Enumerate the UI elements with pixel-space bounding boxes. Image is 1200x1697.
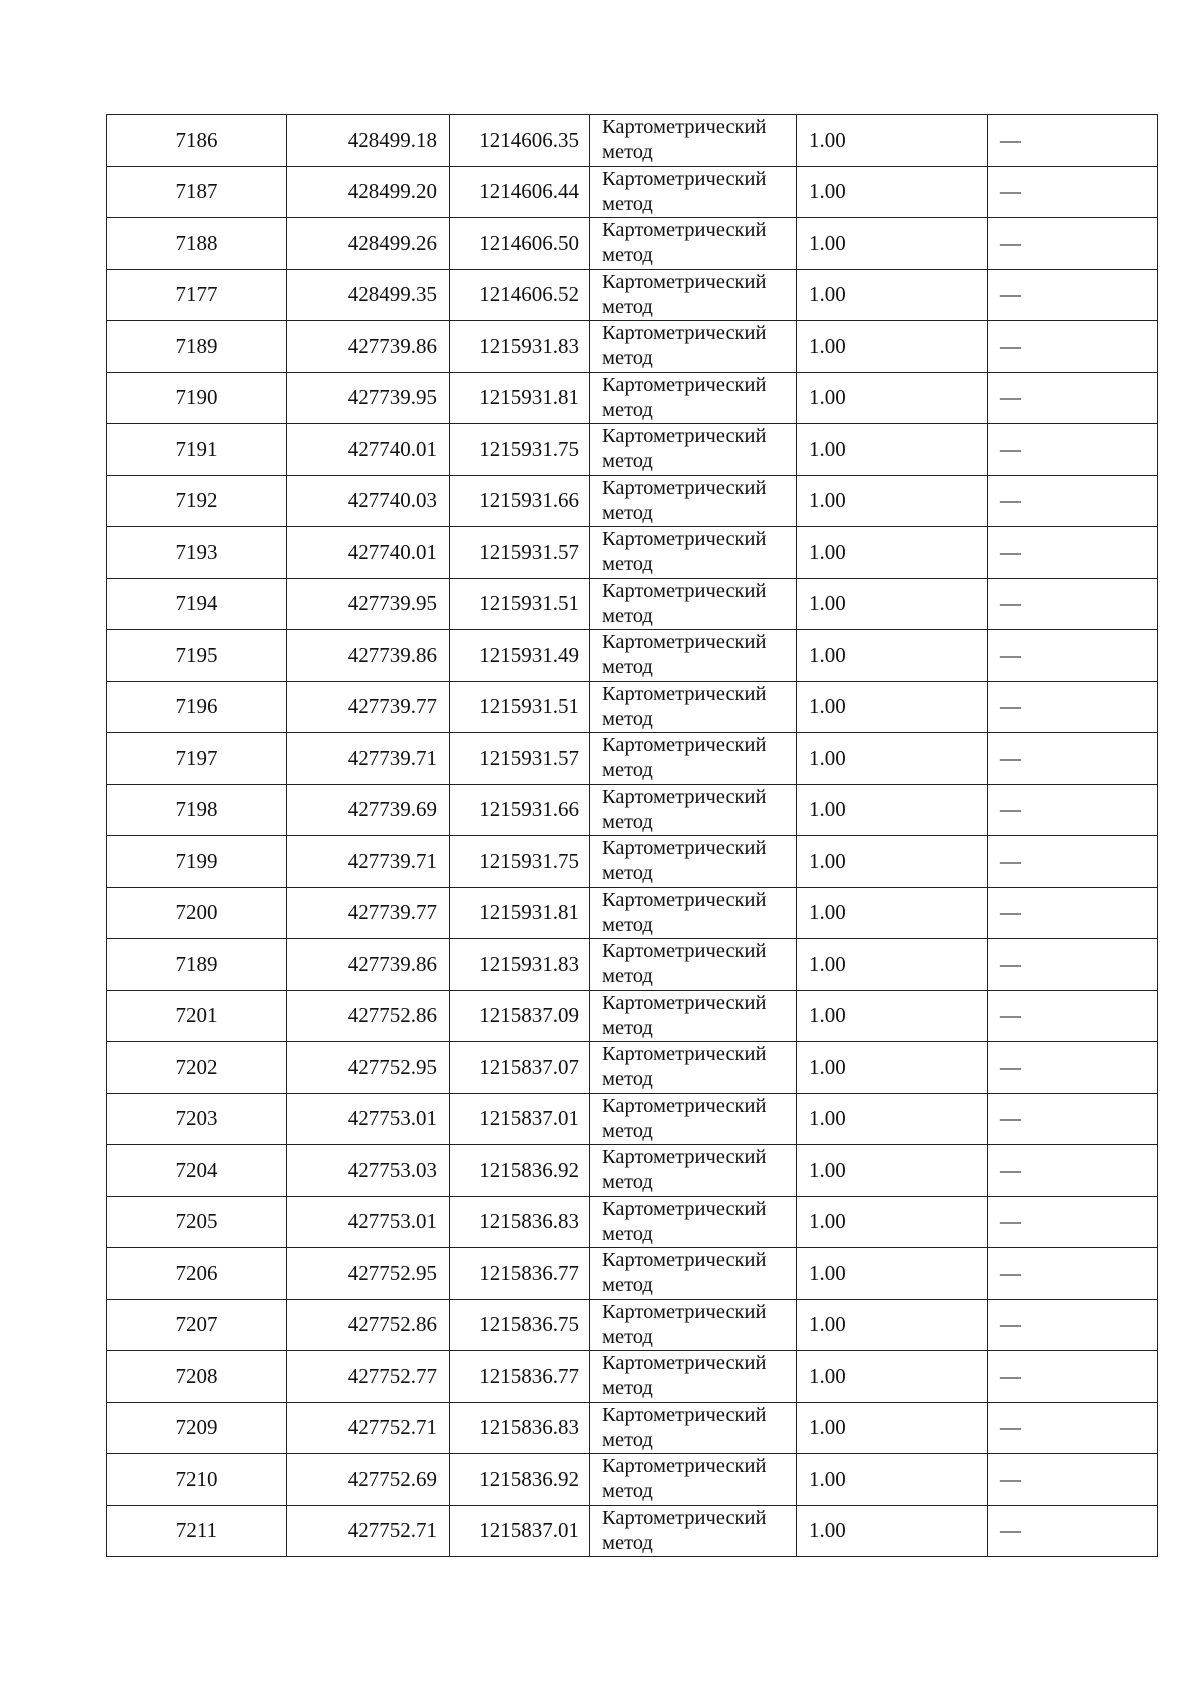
y-coordinate-cell: 1215837.01 (450, 1093, 590, 1145)
description-cell: — (988, 1248, 1158, 1300)
method-cell (590, 1351, 797, 1403)
method-cell (590, 681, 797, 733)
x-coordinate-cell: 428499.20 (287, 166, 450, 218)
point-number-cell: 7200 (107, 887, 287, 939)
coordinates-table-body (107, 115, 1158, 1557)
table-row (107, 681, 1158, 733)
method-line-1: Картометрический (602, 888, 767, 911)
accuracy-cell: 1.00 (797, 1042, 988, 1094)
x-coordinate-cell: 427739.95 (287, 578, 450, 630)
method-line-1: Картометрический (602, 1352, 767, 1375)
method-line-1: Картометрический (602, 270, 767, 293)
accuracy-cell: 1.00 (797, 836, 988, 888)
description-cell: — (988, 1196, 1158, 1248)
method-line-1: Картометрический (602, 116, 767, 139)
method-line-1: Картометрический (602, 785, 767, 808)
method-line-1: Картометрический (602, 1300, 767, 1323)
method-line-1: Картометрический (602, 528, 767, 551)
y-coordinate-cell: 1215837.07 (450, 1042, 590, 1094)
table-row (107, 321, 1158, 373)
method-line-2: метод (602, 398, 653, 421)
table-row (107, 372, 1158, 424)
point-number-cell: 7210 (107, 1454, 287, 1506)
method-line-2: метод (602, 1222, 653, 1245)
method-cell (590, 1093, 797, 1145)
x-coordinate-cell: 427752.95 (287, 1248, 450, 1300)
description-cell: — (988, 1093, 1158, 1145)
method-cell (590, 578, 797, 630)
y-coordinate-cell: 1214606.44 (450, 166, 590, 218)
table-row (107, 166, 1158, 218)
accuracy-cell: 1.00 (797, 115, 988, 167)
method-line-1: Картометрический (602, 991, 767, 1014)
method-line-1: Картометрический (602, 682, 767, 705)
point-number-cell: 7204 (107, 1145, 287, 1197)
table-row (107, 1299, 1158, 1351)
description-cell: — (988, 372, 1158, 424)
accuracy-cell: 1.00 (797, 1505, 988, 1557)
description-cell: — (988, 733, 1158, 785)
method-line-1: Картометрический (602, 837, 767, 860)
y-coordinate-cell: 1215931.51 (450, 681, 590, 733)
point-number-cell: 7197 (107, 733, 287, 785)
table-row (107, 887, 1158, 939)
y-coordinate-cell: 1215931.83 (450, 939, 590, 991)
y-coordinate-cell: 1214606.35 (450, 115, 590, 167)
method-cell (590, 630, 797, 682)
description-cell: — (988, 218, 1158, 270)
y-coordinate-cell: 1215931.66 (450, 784, 590, 836)
method-cell (590, 115, 797, 167)
point-number-cell: 7211 (107, 1505, 287, 1557)
point-number-cell: 7189 (107, 939, 287, 991)
point-number-cell: 7177 (107, 269, 287, 321)
table-row (107, 836, 1158, 888)
method-line-2: метод (602, 1325, 653, 1348)
x-coordinate-cell: 427739.86 (287, 939, 450, 991)
x-coordinate-cell: 427753.01 (287, 1093, 450, 1145)
method-cell (590, 990, 797, 1042)
table-row (107, 1505, 1158, 1557)
method-cell (590, 939, 797, 991)
method-line-1: Картометрический (602, 631, 767, 654)
method-line-2: метод (602, 604, 653, 627)
point-number-cell: 7201 (107, 990, 287, 1042)
x-coordinate-cell: 427752.69 (287, 1454, 450, 1506)
y-coordinate-cell: 1214606.50 (450, 218, 590, 270)
point-number-cell: 7207 (107, 1299, 287, 1351)
method-line-2: метод (602, 1119, 653, 1142)
point-number-cell: 7195 (107, 630, 287, 682)
method-line-2: метод (602, 862, 653, 885)
accuracy-cell: 1.00 (797, 1402, 988, 1454)
table-row (107, 1093, 1158, 1145)
table-row (107, 218, 1158, 270)
x-coordinate-cell: 427739.86 (287, 321, 450, 373)
y-coordinate-cell: 1215836.75 (450, 1299, 590, 1351)
description-cell: — (988, 1454, 1158, 1506)
accuracy-cell: 1.00 (797, 887, 988, 939)
x-coordinate-cell: 427740.01 (287, 527, 450, 579)
description-cell: — (988, 166, 1158, 218)
description-cell: — (988, 887, 1158, 939)
method-line-2: метод (602, 192, 653, 215)
method-line-1: Картометрический (602, 322, 767, 345)
table-row (107, 1248, 1158, 1300)
y-coordinate-cell: 1215931.57 (450, 527, 590, 579)
method-line-2: метод (602, 1068, 653, 1091)
table-row (107, 115, 1158, 167)
x-coordinate-cell: 427752.95 (287, 1042, 450, 1094)
description-cell: — (988, 1145, 1158, 1197)
point-number-cell: 7188 (107, 218, 287, 270)
description-cell: — (988, 475, 1158, 527)
point-number-cell: 7209 (107, 1402, 287, 1454)
point-number-cell: 7192 (107, 475, 287, 527)
method-line-2: метод (602, 759, 653, 782)
point-number-cell: 7199 (107, 836, 287, 888)
method-cell (590, 372, 797, 424)
method-line-1: Картометрический (602, 940, 767, 963)
table-row (107, 784, 1158, 836)
method-line-2: метод (602, 1428, 653, 1451)
method-cell (590, 321, 797, 373)
table-row (107, 630, 1158, 682)
coordinates-table (106, 114, 1158, 1557)
x-coordinate-cell: 428499.35 (287, 269, 450, 321)
y-coordinate-cell: 1215931.51 (450, 578, 590, 630)
method-line-2: метод (602, 707, 653, 730)
table-row (107, 578, 1158, 630)
y-coordinate-cell: 1215931.66 (450, 475, 590, 527)
accuracy-cell: 1.00 (797, 1351, 988, 1403)
description-cell: — (988, 321, 1158, 373)
accuracy-cell: 1.00 (797, 424, 988, 476)
y-coordinate-cell: 1215836.83 (450, 1196, 590, 1248)
method-line-2: метод (602, 1274, 653, 1297)
table-row (107, 269, 1158, 321)
method-line-2: метод (602, 501, 653, 524)
y-coordinate-cell: 1214606.52 (450, 269, 590, 321)
x-coordinate-cell: 428499.18 (287, 115, 450, 167)
accuracy-cell: 1.00 (797, 630, 988, 682)
method-cell (590, 269, 797, 321)
x-coordinate-cell: 428499.26 (287, 218, 450, 270)
point-number-cell: 7186 (107, 115, 287, 167)
method-line-1: Картометрический (602, 1249, 767, 1272)
method-cell (590, 1505, 797, 1557)
x-coordinate-cell: 427739.95 (287, 372, 450, 424)
point-number-cell: 7198 (107, 784, 287, 836)
method-line-2: метод (602, 1480, 653, 1503)
accuracy-cell: 1.00 (797, 218, 988, 270)
table-row (107, 939, 1158, 991)
x-coordinate-cell: 427740.03 (287, 475, 450, 527)
table-row (107, 1145, 1158, 1197)
point-number-cell: 7203 (107, 1093, 287, 1145)
x-coordinate-cell: 427753.01 (287, 1196, 450, 1248)
y-coordinate-cell: 1215931.83 (450, 321, 590, 373)
table-row (107, 1042, 1158, 1094)
table-row (107, 1196, 1158, 1248)
x-coordinate-cell: 427752.86 (287, 1299, 450, 1351)
y-coordinate-cell: 1215836.92 (450, 1454, 590, 1506)
x-coordinate-cell: 427739.71 (287, 733, 450, 785)
description-cell: — (988, 990, 1158, 1042)
method-line-2: метод (602, 295, 653, 318)
y-coordinate-cell: 1215836.83 (450, 1402, 590, 1454)
description-cell: — (988, 578, 1158, 630)
y-coordinate-cell: 1215836.77 (450, 1351, 590, 1403)
point-number-cell: 7190 (107, 372, 287, 424)
description-cell: — (988, 630, 1158, 682)
x-coordinate-cell: 427752.71 (287, 1402, 450, 1454)
method-line-1: Картометрический (602, 579, 767, 602)
description-cell: — (988, 424, 1158, 476)
accuracy-cell: 1.00 (797, 733, 988, 785)
method-cell (590, 527, 797, 579)
accuracy-cell: 1.00 (797, 269, 988, 321)
accuracy-cell: 1.00 (797, 527, 988, 579)
description-cell: — (988, 1402, 1158, 1454)
description-cell: — (988, 527, 1158, 579)
x-coordinate-cell: 427752.86 (287, 990, 450, 1042)
description-cell: — (988, 1299, 1158, 1351)
x-coordinate-cell: 427739.77 (287, 887, 450, 939)
method-cell (590, 1042, 797, 1094)
method-cell (590, 733, 797, 785)
y-coordinate-cell: 1215931.75 (450, 836, 590, 888)
method-line-2: метод (602, 141, 653, 164)
method-cell (590, 784, 797, 836)
method-line-2: метод (602, 1531, 653, 1554)
description-cell: — (988, 939, 1158, 991)
method-line-2: метод (602, 913, 653, 936)
method-line-1: Картометрический (602, 1506, 767, 1529)
point-number-cell: 7206 (107, 1248, 287, 1300)
method-line-2: метод (602, 656, 653, 679)
x-coordinate-cell: 427739.86 (287, 630, 450, 682)
accuracy-cell: 1.00 (797, 372, 988, 424)
method-cell (590, 424, 797, 476)
table-row (107, 424, 1158, 476)
y-coordinate-cell: 1215836.77 (450, 1248, 590, 1300)
method-cell (590, 836, 797, 888)
point-number-cell: 7208 (107, 1351, 287, 1403)
point-number-cell: 7191 (107, 424, 287, 476)
method-line-2: метод (602, 450, 653, 473)
accuracy-cell: 1.00 (797, 1196, 988, 1248)
accuracy-cell: 1.00 (797, 166, 988, 218)
method-line-1: Картометрический (602, 425, 767, 448)
table-row (107, 527, 1158, 579)
method-line-1: Картометрический (602, 373, 767, 396)
method-line-1: Картометрический (602, 1094, 767, 1117)
y-coordinate-cell: 1215931.49 (450, 630, 590, 682)
accuracy-cell: 1.00 (797, 939, 988, 991)
y-coordinate-cell: 1215837.09 (450, 990, 590, 1042)
point-number-cell: 7202 (107, 1042, 287, 1094)
method-line-1: Картометрический (602, 1455, 767, 1478)
accuracy-cell: 1.00 (797, 321, 988, 373)
accuracy-cell: 1.00 (797, 990, 988, 1042)
accuracy-cell: 1.00 (797, 784, 988, 836)
y-coordinate-cell: 1215837.01 (450, 1505, 590, 1557)
description-cell: — (988, 269, 1158, 321)
method-line-1: Картометрический (602, 167, 767, 190)
table-row (107, 733, 1158, 785)
y-coordinate-cell: 1215931.81 (450, 887, 590, 939)
table-row (107, 1351, 1158, 1403)
method-line-1: Картометрический (602, 1197, 767, 1220)
method-cell (590, 887, 797, 939)
accuracy-cell: 1.00 (797, 475, 988, 527)
method-cell (590, 475, 797, 527)
method-line-2: метод (602, 1016, 653, 1039)
x-coordinate-cell: 427739.71 (287, 836, 450, 888)
description-cell: — (988, 1351, 1158, 1403)
accuracy-cell: 1.00 (797, 1145, 988, 1197)
description-cell: — (988, 681, 1158, 733)
method-line-2: метод (602, 244, 653, 267)
accuracy-cell: 1.00 (797, 1299, 988, 1351)
method-cell (590, 1402, 797, 1454)
method-line-1: Картометрический (602, 219, 767, 242)
x-coordinate-cell: 427752.77 (287, 1351, 450, 1403)
method-line-1: Картометрический (602, 1043, 767, 1066)
table-row (107, 1454, 1158, 1506)
description-cell: — (988, 115, 1158, 167)
method-line-2: метод (602, 965, 653, 988)
point-number-cell: 7194 (107, 578, 287, 630)
method-line-1: Картометрический (602, 476, 767, 499)
table-row (107, 1402, 1158, 1454)
description-cell: — (988, 1042, 1158, 1094)
accuracy-cell: 1.00 (797, 1454, 988, 1506)
point-number-cell: 7196 (107, 681, 287, 733)
table-row (107, 475, 1158, 527)
method-cell (590, 1299, 797, 1351)
x-coordinate-cell: 427739.77 (287, 681, 450, 733)
description-cell: — (988, 836, 1158, 888)
method-cell (590, 166, 797, 218)
x-coordinate-cell: 427740.01 (287, 424, 450, 476)
method-cell (590, 1454, 797, 1506)
accuracy-cell: 1.00 (797, 578, 988, 630)
y-coordinate-cell: 1215931.75 (450, 424, 590, 476)
method-line-2: метод (602, 553, 653, 576)
method-cell (590, 1248, 797, 1300)
method-cell (590, 218, 797, 270)
method-line-1: Картометрический (602, 734, 767, 757)
point-number-cell: 7187 (107, 166, 287, 218)
table-row (107, 990, 1158, 1042)
method-line-2: метод (602, 1171, 653, 1194)
accuracy-cell: 1.00 (797, 1248, 988, 1300)
method-line-2: метод (602, 1377, 653, 1400)
method-line-1: Картометрический (602, 1403, 767, 1426)
x-coordinate-cell: 427753.03 (287, 1145, 450, 1197)
description-cell: — (988, 1505, 1158, 1557)
y-coordinate-cell: 1215931.57 (450, 733, 590, 785)
method-cell (590, 1196, 797, 1248)
y-coordinate-cell: 1215836.92 (450, 1145, 590, 1197)
method-line-2: метод (602, 810, 653, 833)
method-line-1: Картометрический (602, 1146, 767, 1169)
accuracy-cell: 1.00 (797, 681, 988, 733)
point-number-cell: 7193 (107, 527, 287, 579)
y-coordinate-cell: 1215931.81 (450, 372, 590, 424)
method-cell (590, 1145, 797, 1197)
x-coordinate-cell: 427739.69 (287, 784, 450, 836)
point-number-cell: 7189 (107, 321, 287, 373)
accuracy-cell: 1.00 (797, 1093, 988, 1145)
description-cell: — (988, 784, 1158, 836)
x-coordinate-cell: 427752.71 (287, 1505, 450, 1557)
point-number-cell: 7205 (107, 1196, 287, 1248)
method-line-2: метод (602, 347, 653, 370)
